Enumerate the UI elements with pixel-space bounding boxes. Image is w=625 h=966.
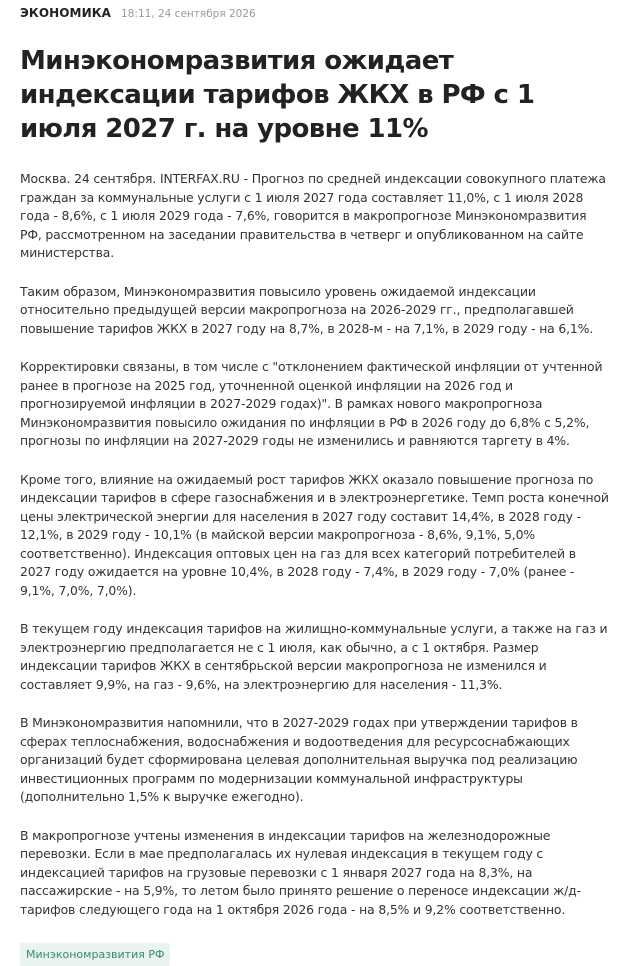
article-paragraph: В макропрогнозе учтены изменения в индексации тарифов на железнодорожные перевозки. Если в мае предполагалась их нулевая индексация в текущем году с индексацией тарифов на грузовые перевозки с 1 января 2027 года на 8,3%, на пассажирские - на 5,9%, то летом было принято решение о переносе индексации ж/д-тарифов следующего года на 1 октября 2026 года - на 8,5% и 9,2% соответственно.: [20, 827, 581, 917]
article-meta: [20, 6, 610, 22]
article-title: Минэкономразвития ожидает индексации тарифов ЖКХ в РФ с 1 июля 2027 г. на уровне 11%: [20, 46, 535, 144]
article-paragraph: Москва. 24 сентября. INTERFAX.RU - Прогноз по средней индексации совокупного платежа граждан за коммунальные услуги с 1 июля 2027 года составляет 11,0%, с 1 июля 2028 года - 8,6%, с 1 июля 2029 года - 7,6%, говорится в макропрогнозе Минэкономразвития РФ, рассмотренном на заседании правительства в четверг и опубликованном на сайте министерства.: [20, 171, 606, 260]
topic-tag[interactable]: Минэкономразвития РФ: [20, 943, 170, 966]
article-paragraph: Таким образом, Минэкономразвития повысило уровень ожидаемой индексации относительно предыдущей версии макропрогноза на 2026-2029 гг., предполагавшей повышение тарифов ЖКХ в 2027 году на 8,7%, в 2028-м - на 7,1%, в 2029 году - на 6,1%.: [20, 283, 594, 336]
article-paragraph: В текущем году индексация тарифов на жилищно-коммунальные услуги, а также на газ и электроэнергию предполагается не с 1 июля, как обычно, а с 1 октября. Размер индексации тарифов ЖКХ в сентябрьской версии макропрогноза не изменился и составляет 9,9%, на газ - 9,6%, на электроэнергию для населения - 11,3%.: [20, 621, 608, 692]
article-paragraph: В Минэкономразвития напомнили, что в 2027-2029 годах при утверждении тарифов в сферах теплоснабжения, водоснабжения и водоотведения для ресурсоснабжающих организаций будет сформирована целевая дополнительная выручка под реализацию инвестиционных программ по модернизации коммунальной инфраструктуры (дополнительно 1,5% к выручке ежегодно).: [20, 715, 578, 804]
article-body: [20, 170, 610, 919]
article-paragraph: Кроме того, влияние на ожидаемый рост тарифов ЖКХ оказало повышение прогноза по индексации тарифов в сфере газоснабжения и в электроэнергетике. Темп роста конечной цены электрической энергии для населения в 2027 году составит 14,4%, в 2028 году - 12,1%, в 2029 году - 10,1% (в майской версии макропрогноза - 8,6%, 9,1%, 5,0% соответственно). Индексация оптовых цен на газ для всех категорий потребителей в 2027 году ожидается на уровне 10,4%, в 2028 году - 7,4%, в 2029 году - 7,0% (ранее - 9,1%, 7,0%, 7,0%).: [20, 471, 609, 598]
rubric-link[interactable]: ЭКОНОМИКА: [20, 6, 112, 20]
article-paragraph: Корректировки связаны, в том числе с "отклонением фактической инфляции от учтенной ранее в прогнозе на 2025 год, уточненной оценкой инфляции на 2026 год и прогнозируемой инфляции в 2027-2029 годах)". В рамках нового макропрогноза Минэкономразвития повысило ожидания по инфляции в РФ в 2026 году до 6,8% с 5,2%, прогнозы по инфляции на 2027-2029 годы не изменились и равняются таргету в 4%.: [20, 359, 603, 448]
publish-datetime: 18:11, 24 сентября 2026: [121, 8, 256, 20]
